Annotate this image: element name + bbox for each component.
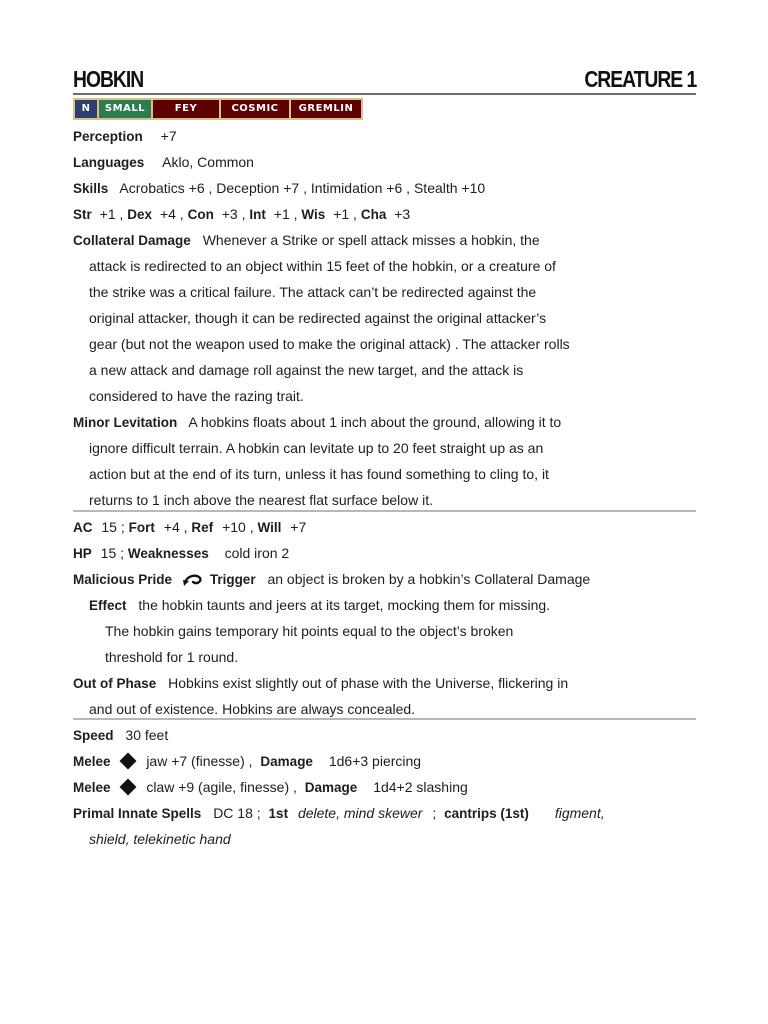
perception-label: Perception xyxy=(73,129,143,144)
melee-jaw-damage-value: 1d6+3 piercing xyxy=(328,753,422,769)
malicious-pride-line-1 xyxy=(73,566,590,592)
trigger-label: Trigger xyxy=(209,572,256,587)
will-label: Will xyxy=(257,520,282,535)
collateral-damage-line-4: original attacker, though it can be redirected against the original attacker’s xyxy=(89,310,547,326)
collateral-damage-line-1 xyxy=(73,227,540,253)
melee-claw-damage-value: 1d4+2 slashing xyxy=(373,779,468,795)
malicious-pride-line-3: The hobkin gains temporary hit points equal to the object’s broken xyxy=(105,623,514,639)
trait-fey: FEY xyxy=(153,100,219,118)
innate-spells-dc: DC 18 ; xyxy=(213,805,261,821)
con-label: Con xyxy=(187,207,214,222)
out-of-phase-label: Out of Phase xyxy=(73,676,157,691)
minor-levitation-line-4: returns to 1 inch above the nearest flat surface below it. xyxy=(89,492,433,508)
melee-jaw-attack: jaw +7 (finesse) , xyxy=(146,753,253,769)
languages-value: Aklo, Common xyxy=(162,154,254,170)
minor-levitation-line-2: ignore difficult terrain. A hobkin can levitate up to 20 feet straight up as an xyxy=(89,440,544,456)
perception-value: +7 xyxy=(160,128,177,144)
ac-label: AC xyxy=(73,520,93,535)
str-label: Str xyxy=(73,207,92,222)
single-action-icon xyxy=(120,779,137,796)
innate-spells-label: Primal Innate Spells xyxy=(73,806,202,821)
creature-level: CREATURE 1 xyxy=(584,66,696,92)
str-value: +1 , xyxy=(99,206,124,222)
melee-jaw-damage-label: Damage xyxy=(260,754,313,769)
minor-levitation-line-3: action but at the end of its turn, unless it has found something to cling to, it xyxy=(89,466,549,482)
cantrips-line-2: shield, telekinetic hand xyxy=(89,831,231,847)
cha-value: +3 xyxy=(394,206,411,222)
trait-size: SMALL xyxy=(99,100,151,118)
languages-label: Languages xyxy=(73,155,145,170)
hp-line xyxy=(73,540,289,566)
header-rule xyxy=(73,93,696,95)
spell-rank-label: 1st xyxy=(268,806,289,821)
collateral-damage-line-3: the strike was a critical failure. The attack can’t be redirected against the xyxy=(89,284,537,300)
melee-claw-attack: claw +9 (agile, finesse) , xyxy=(146,779,297,795)
perception-line xyxy=(73,123,177,149)
trait-cosmic: COSMIC xyxy=(221,100,289,118)
skills-value: Acrobatics +6 , Deception +7 , Intimidation +6 , Stealth +10 xyxy=(119,180,486,196)
skills-label: Skills xyxy=(73,181,109,196)
single-action-icon xyxy=(120,753,137,770)
cantrips-line-1: figment, xyxy=(554,805,605,821)
collateral-damage-line-5: gear (but not the weapon used to make the original attack) . The attacker rolls xyxy=(89,336,570,352)
creature-name: HOBKIN xyxy=(73,66,144,92)
malicious-pride-label: Malicious Pride xyxy=(73,572,173,587)
int-label: Int xyxy=(249,207,266,222)
collateral-damage-line-7: considered to have the razing trait. xyxy=(89,388,304,404)
melee-jaw-label: Melee xyxy=(73,754,111,769)
dex-label: Dex xyxy=(127,207,153,222)
weaknesses-value: cold iron 2 xyxy=(224,545,290,561)
minor-levitation-text: A hobkins floats about 1 inch about the ground, allowing it to xyxy=(188,414,562,430)
dex-value: +4 , xyxy=(159,206,184,222)
out-of-phase-line-1 xyxy=(73,670,568,696)
con-value: +3 , xyxy=(221,206,246,222)
trigger-text: an object is broken by a hobkin’s Collateral Damage xyxy=(267,571,591,587)
hp-value: 15 ; xyxy=(100,545,125,561)
will-value: +7 xyxy=(290,519,307,535)
collateral-damage-line-2: attack is redirected to an object within 15 feet of the hobkin, or a creature of xyxy=(89,258,556,274)
wis-value: +1 , xyxy=(333,206,357,222)
ability-scores-line xyxy=(73,201,410,227)
melee-claw-damage-label: Damage xyxy=(304,780,358,795)
trait-rarity: N xyxy=(75,100,97,118)
cantrips-label: cantrips (1st) xyxy=(444,806,529,821)
innate-spells-line-1 xyxy=(73,800,605,826)
melee-claw-label: Melee xyxy=(73,780,111,795)
trait-bar xyxy=(73,98,363,120)
wis-label: Wis xyxy=(301,207,326,222)
section-divider xyxy=(73,510,696,512)
collateral-damage-text: Whenever a Strike or spell attack misses a hobkin, the xyxy=(202,232,540,248)
effect-label: Effect xyxy=(89,598,127,613)
spell-rank-spells: delete, mind skewer xyxy=(297,805,423,821)
effect-text: the hobkin taunts and jeers at its target, mocking them for missing. xyxy=(138,597,551,613)
ref-value: +10 , xyxy=(222,519,254,535)
minor-levitation-label: Minor Levitation xyxy=(73,415,178,430)
speed-line xyxy=(73,722,168,748)
speed-value: 30 feet xyxy=(125,727,169,743)
cha-label: Cha xyxy=(360,207,387,222)
skills-line xyxy=(73,175,485,201)
spell-separator: ; xyxy=(432,805,437,821)
ac-value: 15 ; xyxy=(101,519,125,535)
reaction-icon xyxy=(182,573,204,587)
fort-label: Fort xyxy=(128,520,155,535)
fort-value: +4 , xyxy=(163,519,188,535)
ref-label: Ref xyxy=(191,520,214,535)
out-of-phase-text: Hobkins exist slightly out of phase with the Universe, flickering in xyxy=(168,675,569,691)
weaknesses-label: Weaknesses xyxy=(127,546,209,561)
hp-label: HP xyxy=(73,546,92,561)
int-value: +1 , xyxy=(273,206,298,222)
section-divider-2 xyxy=(73,718,696,720)
collateral-damage-label: Collateral Damage xyxy=(73,233,191,248)
collateral-damage-line-6: a new attack and damage roll against the new target, and the attack is xyxy=(89,362,524,378)
innate-spells-line-2 xyxy=(89,826,231,852)
minor-levitation-line-1 xyxy=(73,409,561,435)
melee-claw-line xyxy=(73,774,468,800)
languages-line xyxy=(73,149,254,175)
trait-gremlin: GREMLIN xyxy=(291,100,361,118)
melee-jaw-line xyxy=(73,748,421,774)
defenses-line xyxy=(73,514,306,540)
malicious-pride-line-2 xyxy=(89,592,550,618)
stat-block-header xyxy=(73,66,696,93)
malicious-pride-line-4: threshold for 1 round. xyxy=(105,649,239,665)
speed-label: Speed xyxy=(73,728,114,743)
out-of-phase-line-2: and out of existence. Hobkins are always concealed. xyxy=(89,701,416,717)
